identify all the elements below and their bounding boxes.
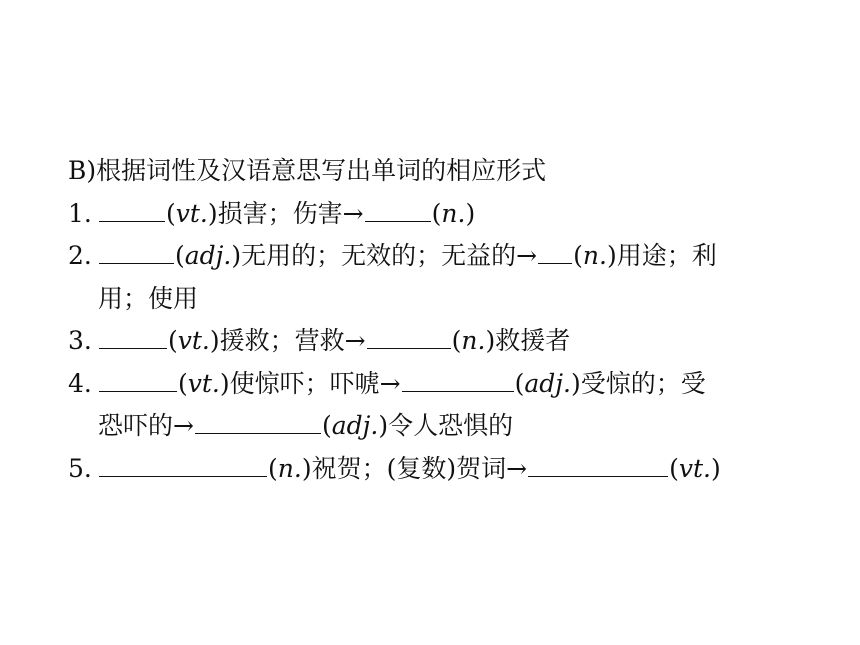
item-number: 2. — [68, 241, 92, 270]
meaning-text: 恐吓的 — [98, 411, 174, 440]
part-of-speech: adj. — [524, 368, 571, 398]
part-of-speech: vt. — [187, 368, 220, 398]
meaning-text: 损害；伤害 — [217, 198, 343, 228]
part-of-speech: adj. — [331, 411, 379, 440]
answer-blank[interactable] — [402, 371, 514, 392]
arrow-icon: → — [173, 411, 194, 440]
answer-blank[interactable] — [99, 243, 174, 264]
exercise-item-3: 3. (vt.)援救；营救→ (n.)救援者 — [68, 320, 828, 363]
part-of-speech: vt. — [177, 326, 210, 355]
arrow-icon: → — [379, 368, 401, 398]
part-of-speech: n. — [582, 241, 607, 270]
item-number: 3. — [68, 326, 92, 355]
meaning-text: 用途；利 — [616, 241, 717, 270]
answer-blank[interactable] — [99, 201, 165, 222]
part-of-speech: vt. — [678, 453, 711, 483]
part-of-speech: vt. — [175, 198, 208, 228]
meaning-text: 使惊吓；吓唬 — [229, 368, 380, 398]
meaning-text: 援救；营救 — [219, 326, 345, 355]
answer-blank[interactable] — [365, 201, 431, 222]
exercise-item-4: 4. (vt.)使惊吓；吓唬→ (adj.)受惊的；受 — [68, 363, 828, 406]
arrow-icon: → — [344, 326, 366, 355]
arrow-icon: → — [506, 453, 528, 483]
answer-blank[interactable] — [538, 243, 572, 264]
part-of-speech: n. — [461, 326, 486, 355]
arrow-icon: → — [342, 198, 364, 228]
meaning-text: 救援者 — [495, 326, 571, 355]
item-number: 5. — [68, 453, 92, 483]
arrow-icon: → — [516, 241, 538, 270]
answer-blank[interactable] — [99, 456, 267, 477]
exercise-item-2-continued — [68, 278, 828, 321]
exercise-item-2: 2. (adj.)无用的；无效的；无益的→ (n.)用途；利 — [68, 235, 828, 278]
exercise-item-5: 5. (n.)祝贺；(复数)贺词→ (vt.) — [68, 448, 828, 491]
item-number: 4. — [68, 368, 92, 398]
meaning-text: 受惊的；受 — [580, 368, 706, 398]
answer-blank[interactable] — [195, 413, 321, 434]
meaning-text: 祝贺；(复数)贺词 — [311, 453, 507, 483]
meaning-text: 令人恐惧的 — [388, 411, 514, 440]
exercise-item-4-continued: 恐吓的→ (adj.)令人恐惧的 — [98, 411, 514, 440]
meaning-text: 无用的；无效的；无益的 — [241, 241, 517, 270]
answer-blank[interactable] — [99, 371, 177, 392]
meaning-text: 用；使用 — [98, 283, 199, 313]
exercise-section — [68, 150, 828, 490]
section-heading: B)根据词性及汉语意思写出单词的相应形式 — [68, 156, 547, 185]
answer-blank[interactable] — [99, 328, 167, 349]
part-of-speech: n. — [277, 453, 302, 483]
part-of-speech: adj. — [184, 241, 232, 270]
item-number: 1. — [68, 198, 92, 228]
exercise-item-1: 1. (vt.)损害；伤害→ (n.) — [68, 193, 828, 236]
part-of-speech: n. — [441, 198, 466, 228]
answer-blank[interactable] — [528, 456, 668, 477]
answer-blank[interactable] — [367, 328, 451, 349]
